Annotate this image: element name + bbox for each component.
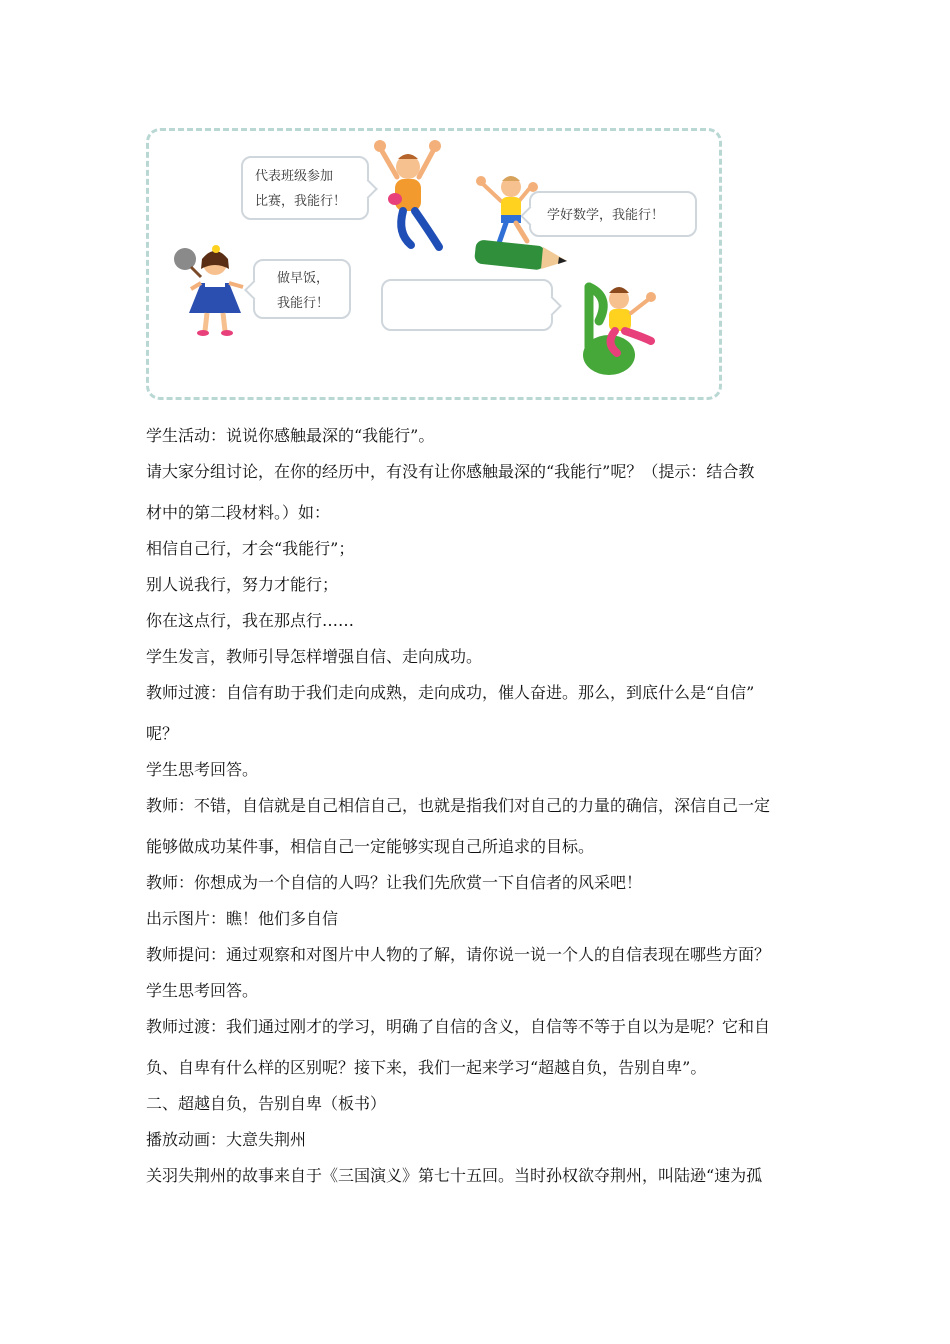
bubble-text-line: 比赛，我能行！ [255, 194, 347, 209]
paragraph: 相信自己行，才会“我能行”； [146, 539, 355, 558]
paragraph: 负、自卑有什么样的区别呢？接下来，我们一起来学习“超越自负，告别自卑”。 [146, 1058, 707, 1077]
paragraph: 别人说我行，努力才能行； [146, 575, 339, 594]
paragraph: 关羽失荆州的故事来自于《三国演义》第七十五回。当时孙权欲夺荆州，叫陆逊“速为孤 [146, 1166, 763, 1185]
paragraph: 教师过渡：我们通过刚才的学习，明确了自信的含义，自信等不等于自以为是呢？它和自 [146, 1017, 771, 1036]
bubble-text-line: 我能行！ [277, 296, 330, 311]
bubble-text-line: 代表班级参加 [255, 169, 334, 184]
bubble-text-line: 做早饭， [277, 271, 330, 286]
bubble-text-line: 学好数学，我能行！ [547, 208, 665, 223]
paragraph: 学生思考回答。 [146, 760, 259, 779]
paragraph: 能够做成功某件事，相信自己一定能够实现自己所追求的目标。 [146, 837, 595, 856]
paragraph: 播放动画：大意失荆州 [146, 1130, 307, 1149]
section-heading: 二、超越自负，告别自卑（板书） [146, 1094, 387, 1113]
paragraph: 你在这点行，我在那点行…… [146, 611, 355, 630]
paragraph: 教师提问：通过观察和对图片中人物的了解，请你说一说一个人的自信表现在哪些方面？ [146, 945, 771, 964]
paragraph: 学生活动：说说你感触最深的“我能行”。 [146, 426, 435, 445]
paragraph: 材中的第二段材料。）如： [146, 503, 331, 522]
paragraph: 教师：不错，自信就是自己相信自己，也就是指我们对自己的力量的确信，深信自己一定 [146, 796, 771, 815]
paragraph: 学生发言，教师引导怎样增强自信、走向成功。 [146, 647, 483, 666]
paragraph: 出示图片：瞧！他们多自信 [146, 909, 339, 928]
paragraph: 教师：你想成为一个自信的人吗？让我们先欣赏一下自信者的风采吧！ [146, 873, 643, 892]
paragraph: 呢？ [146, 724, 179, 743]
paragraph: 教师过渡：自信有助于我们走向成熟，走向成功，催人奋进。那么，到底什么是“自信” [146, 683, 755, 702]
paragraph: 学生思考回答。 [146, 981, 259, 1000]
paragraph: 请大家分组讨论，在你的经历中，有没有让你感触最深的“我能行”呢？（提示：结合教 [146, 462, 755, 481]
